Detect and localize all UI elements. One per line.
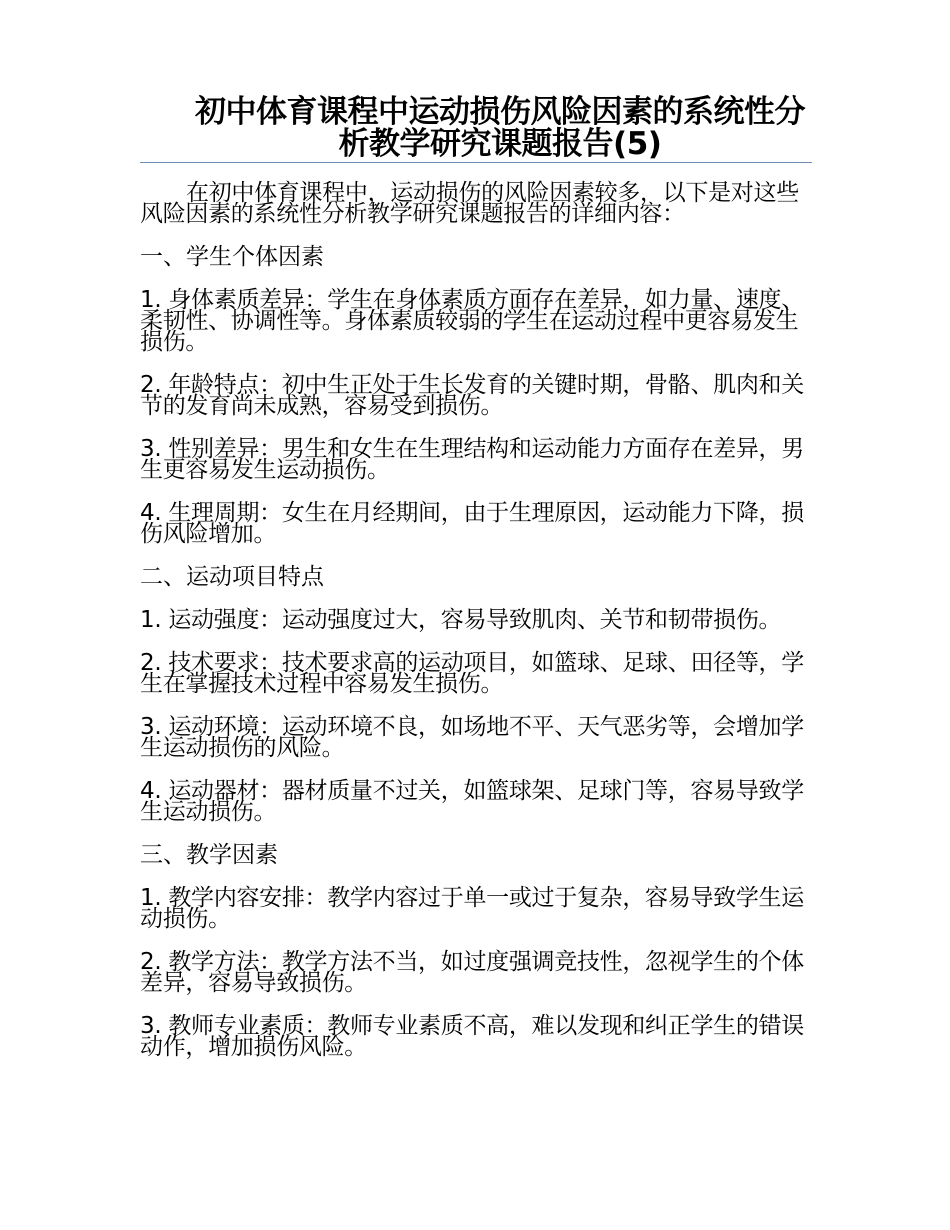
- list-item: 3. 教师专业素质：教师专业素质不高，难以发现和纠正学生的错误动作，增加损伤风险。: [140, 1013, 804, 1060]
- document-page: [140, 96, 812, 1080]
- list-item: 1. 身体素质差异：学生在身体素质方面存在差异，如力量、速度、柔韧性、协调性等。身体素质较弱的学生在运动过程中更容易发生损伤。: [140, 287, 804, 355]
- title-divider: [140, 162, 812, 163]
- list-item: 4. 生理周期：女生在月经期间，由于生理原因，运动能力下降，损伤风险增加。: [140, 500, 804, 547]
- list-item: 2. 技术要求：技术要求高的运动项目，如篮球、足球、田径等，学生在掌握技术过程中容易发生损伤。: [140, 650, 804, 697]
- list-item: 2. 年龄特点：初中生正处于生长发育的关键时期，骨骼、肌肉和关节的发育尚未成熟，容易受到损伤。: [140, 372, 804, 419]
- section-sport-features: [140, 564, 812, 825]
- list-item: 1. 教学内容安排：教学内容过于单一或过于复杂，容易导致学生运动损伤。: [140, 885, 804, 932]
- section-heading: 一、学生个体因素: [140, 244, 324, 270]
- section-heading: 二、运动项目特点: [140, 564, 324, 590]
- list-item: 1. 运动强度：运动强度过大，容易导致肌肉、关节和韧带损伤。: [140, 607, 782, 633]
- document-title: 初中体育课程中运动损伤风险因素的系统性分析教学研究课题报告(5): [195, 94, 805, 162]
- list-item: 3. 运动环境：运动环境不良，如场地不平、天气恶劣等，会增加学生运动损伤的风险。: [140, 714, 804, 761]
- intro-paragraph: 在初中体育课程中，运动损伤的风险因素较多，以下是对这些风险因素的系统性分析教学研究课题报告的详细内容：: [140, 180, 799, 227]
- section-teaching-factors: [140, 842, 812, 1060]
- section-student-factors: [140, 244, 812, 547]
- list-item: 2. 教学方法：教学方法不当，如过度强调竞技性，忽视学生的个体差异，容易导致损伤。: [140, 949, 804, 996]
- list-item: 3. 性别差异：男生和女生在生理结构和运动能力方面存在差异，男生更容易发生运动损伤。: [140, 436, 804, 483]
- section-heading: 三、教学因素: [140, 842, 278, 868]
- list-item: 4. 运动器材：器材质量不过关，如篮球架、足球门等，容易导致学生运动损伤。: [140, 778, 804, 825]
